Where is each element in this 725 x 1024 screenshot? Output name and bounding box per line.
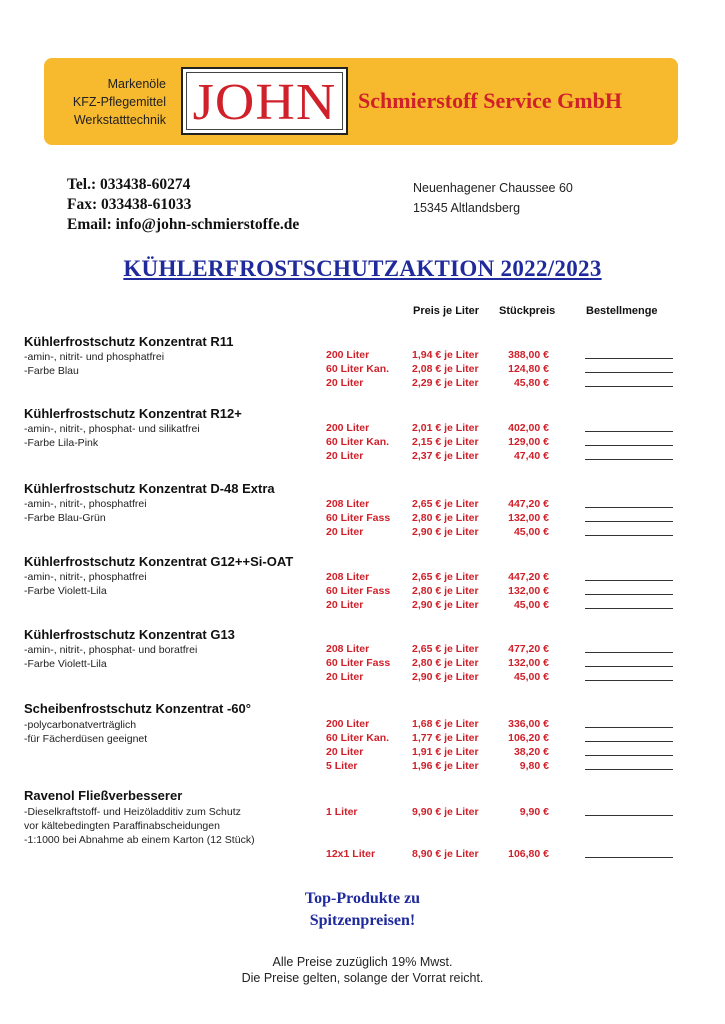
- order-quantity-line[interactable]: [585, 580, 673, 581]
- package-size: 20 Liter: [326, 450, 364, 462]
- price-per-liter: 2,90 € je Liter: [412, 671, 479, 683]
- unit-price: 402,00 €: [508, 422, 549, 434]
- price-row: [0, 671, 725, 685]
- order-quantity-line[interactable]: [585, 857, 673, 858]
- description-line: -1:1000 bei Abnahme ab einem Karton (12 Stück): [24, 834, 255, 846]
- package-size: 20 Liter: [326, 599, 364, 611]
- package-size: 20 Liter: [326, 377, 364, 389]
- column-header-bestellmenge: Bestellmenge: [586, 305, 658, 317]
- price-per-liter: 1,91 € je Liter: [412, 746, 479, 758]
- package-size: 20 Liter: [326, 746, 364, 758]
- tagline-line: KFZ-Pflegemittel: [72, 95, 166, 109]
- order-quantity-line[interactable]: [585, 521, 673, 522]
- price-row: [0, 349, 725, 363]
- product-title: Kühlerfrostschutz Konzentrat R11: [24, 334, 234, 349]
- product-title: Ravenol Fließverbesserer: [24, 788, 183, 803]
- product-title: Kühlerfrostschutz Konzentrat D-48 Extra: [24, 481, 275, 496]
- price-row: [0, 806, 725, 820]
- product-title: Kühlerfrostschutz Konzentrat G13: [24, 627, 235, 642]
- price-per-liter: 2,65 € je Liter: [412, 571, 479, 583]
- unit-price: 132,00 €: [508, 585, 549, 597]
- price-row: [0, 848, 725, 862]
- order-quantity-line[interactable]: [585, 666, 673, 667]
- price-row: [0, 718, 725, 732]
- unit-price: 45,00 €: [513, 526, 549, 538]
- price-per-liter: 2,65 € je Liter: [412, 643, 479, 655]
- logo-text: JOHN: [192, 74, 337, 131]
- order-quantity-line[interactable]: [585, 507, 673, 508]
- package-size: 60 Liter Fass: [326, 585, 391, 597]
- city: 15345 Altlandsberg: [413, 201, 521, 215]
- price-row: [0, 363, 725, 377]
- column-header-preis-liter: Preis je Liter: [413, 305, 480, 317]
- unit-price: 45,00 €: [513, 599, 549, 611]
- price-per-liter: 2,29 € je Liter: [412, 377, 479, 389]
- order-quantity-line[interactable]: [585, 680, 673, 681]
- footer-vat-note: Alle Preise zuzüglich 19% Mwst.: [272, 955, 453, 969]
- description-line: -Dieselkraftstoff- und Heizöladditiv zum Schutz: [24, 806, 241, 818]
- package-size: 60 Liter Kan.: [326, 363, 390, 375]
- price-row: [0, 498, 725, 512]
- price-row: [0, 436, 725, 450]
- description-line: -Farbe Blau-Grün: [24, 512, 106, 524]
- price-row: [0, 585, 725, 599]
- unit-price: 129,00 €: [508, 436, 549, 448]
- unit-price: 477,20 €: [508, 643, 549, 655]
- unit-price: 9,80 €: [519, 760, 549, 772]
- package-size: 200 Liter: [326, 718, 370, 730]
- column-header-stueckpreis: Stückpreis: [499, 305, 556, 317]
- package-size: 60 Liter Kan.: [326, 436, 390, 448]
- price-row: [0, 732, 725, 746]
- price-row: [0, 512, 725, 526]
- price-per-liter: 9,90 € je Liter: [412, 806, 479, 818]
- price-per-liter: 2,08 € je Liter: [412, 363, 479, 375]
- description-line: -Farbe Blau: [24, 365, 79, 377]
- package-size: 200 Liter: [326, 349, 370, 361]
- price-row: [0, 643, 725, 657]
- price-per-liter: 8,90 € je Liter: [412, 848, 479, 860]
- description-line: -Farbe Violett-Lila: [24, 585, 107, 597]
- unit-price: 47,40 €: [513, 450, 549, 462]
- price-per-liter: 2,65 € je Liter: [412, 498, 479, 510]
- order-quantity-line[interactable]: [585, 755, 673, 756]
- unit-price: 447,20 €: [508, 498, 549, 510]
- description-line: -Farbe Violett-Lila: [24, 658, 107, 670]
- package-size: 208 Liter: [326, 498, 370, 510]
- page-title: KÜHLERFROSTSCHUTZAKTION 2022/2023: [123, 256, 602, 281]
- tagline-line: Werkstatttechnik: [73, 113, 166, 127]
- order-quantity-line[interactable]: [585, 815, 673, 816]
- unit-price: 45,80 €: [513, 377, 549, 389]
- package-size: 60 Liter Kan.: [326, 732, 390, 744]
- address-block: [413, 178, 573, 218]
- order-quantity-line[interactable]: [585, 741, 673, 742]
- unit-price: 38,20 €: [513, 746, 549, 758]
- package-size: 200 Liter: [326, 422, 370, 434]
- package-size: 60 Liter Fass: [326, 512, 391, 524]
- email[interactable]: Email: info@john-schmierstoffe.de: [67, 216, 300, 233]
- unit-price: 447,20 €: [508, 571, 549, 583]
- john-logo: [181, 67, 348, 135]
- footer-notes: [0, 954, 725, 986]
- package-size: 208 Liter: [326, 571, 370, 583]
- tagline: [60, 75, 166, 129]
- order-quantity-line[interactable]: [585, 727, 673, 728]
- unit-price: 106,20 €: [508, 732, 549, 744]
- order-quantity-line[interactable]: [585, 372, 673, 373]
- order-quantity-line[interactable]: [585, 608, 673, 609]
- street: Neuenhagener Chaussee 60: [413, 181, 573, 195]
- description-line: -amin-, nitrit- und phosphatfrei: [24, 351, 165, 363]
- company-name: Schmierstoff Service GmbH: [358, 88, 622, 113]
- package-size: 20 Liter: [326, 526, 364, 538]
- price-row: [0, 657, 725, 671]
- order-quantity-line[interactable]: [585, 431, 673, 432]
- promo-text: [0, 888, 725, 932]
- order-quantity-line[interactable]: [585, 358, 673, 359]
- phone: Tel.: 033438-60274: [67, 176, 191, 193]
- unit-price: 132,00 €: [508, 657, 549, 669]
- price-row: [0, 526, 725, 540]
- price-per-liter: 2,15 € je Liter: [412, 436, 479, 448]
- product-title: Kühlerfrostschutz Konzentrat R12+: [24, 406, 242, 421]
- promo-line: Top-Produkte zu: [304, 890, 421, 907]
- package-size: 12x1 Liter: [326, 848, 376, 860]
- price-row: [0, 571, 725, 585]
- description-line: -amin-, nitrit-, phosphatfrei: [24, 571, 147, 583]
- price-per-liter: 2,37 € je Liter: [412, 450, 479, 462]
- order-quantity-line[interactable]: [585, 594, 673, 595]
- price-per-liter: 2,80 € je Liter: [412, 585, 479, 597]
- package-size: 1 Liter: [326, 806, 358, 818]
- price-per-liter: 2,90 € je Liter: [412, 599, 479, 611]
- package-size: 208 Liter: [326, 643, 370, 655]
- price-per-liter: 2,90 € je Liter: [412, 526, 479, 538]
- unit-price: 132,00 €: [508, 512, 549, 524]
- price-per-liter: 1,96 € je Liter: [412, 760, 479, 772]
- unit-price: 9,90 €: [519, 806, 549, 818]
- price-per-liter: 2,80 € je Liter: [412, 657, 479, 669]
- description-line: -amin-, nitrit-, phosphat- und silikatfrei: [24, 423, 200, 435]
- order-quantity-line[interactable]: [585, 652, 673, 653]
- description-line: -Farbe Lila-Pink: [24, 437, 99, 449]
- description-line: -polycarbonatverträglich: [24, 719, 137, 731]
- product-title: Scheibenfrostschutz Konzentrat -60°: [24, 701, 251, 716]
- package-size: 20 Liter: [326, 671, 364, 683]
- order-quantity-line[interactable]: [585, 535, 673, 536]
- price-per-liter: 1,68 € je Liter: [412, 718, 479, 730]
- order-quantity-line[interactable]: [585, 386, 673, 387]
- price-row: [0, 422, 725, 436]
- price-row: [0, 599, 725, 613]
- product-title: Kühlerfrostschutz Konzentrat G12++Si-OAT: [24, 554, 294, 569]
- unit-price: 45,00 €: [513, 671, 549, 683]
- package-size: 60 Liter Fass: [326, 657, 391, 669]
- tagline-line: Markenöle: [107, 77, 166, 91]
- description-line: -amin-, nitrit-, phosphat- und boratfrei: [24, 644, 198, 656]
- description-line: -amin-, nitrit-, phosphatfrei: [24, 498, 147, 510]
- price-row: [0, 377, 725, 391]
- price-per-liter: 2,80 € je Liter: [412, 512, 479, 524]
- order-quantity-line[interactable]: [585, 459, 673, 460]
- unit-price: 388,00 €: [508, 349, 549, 361]
- description-line: vor kältebedingten Paraffinabscheidungen: [24, 820, 220, 832]
- order-quantity-line[interactable]: [585, 769, 673, 770]
- price-per-liter: 1,94 € je Liter: [412, 349, 479, 361]
- order-quantity-line[interactable]: [585, 445, 673, 446]
- unit-price: 336,00 €: [508, 718, 549, 730]
- price-per-liter: 1,77 € je Liter: [412, 732, 479, 744]
- price-row: [0, 746, 725, 760]
- package-size: 5 Liter: [326, 760, 358, 772]
- price-row: [0, 450, 725, 464]
- fax: Fax: 033438-61033: [67, 196, 192, 213]
- contact-block: [67, 175, 299, 235]
- price-per-liter: 2,01 € je Liter: [412, 422, 479, 434]
- footer-stock-note: Die Preise gelten, solange der Vorrat reicht.: [241, 971, 484, 985]
- unit-price: 124,80 €: [508, 363, 549, 375]
- unit-price: 106,80 €: [508, 848, 549, 860]
- description-line: -für Fächerdüsen geeignet: [24, 733, 148, 745]
- promo-line: Spitzenpreisen!: [309, 912, 416, 929]
- price-row: [0, 760, 725, 774]
